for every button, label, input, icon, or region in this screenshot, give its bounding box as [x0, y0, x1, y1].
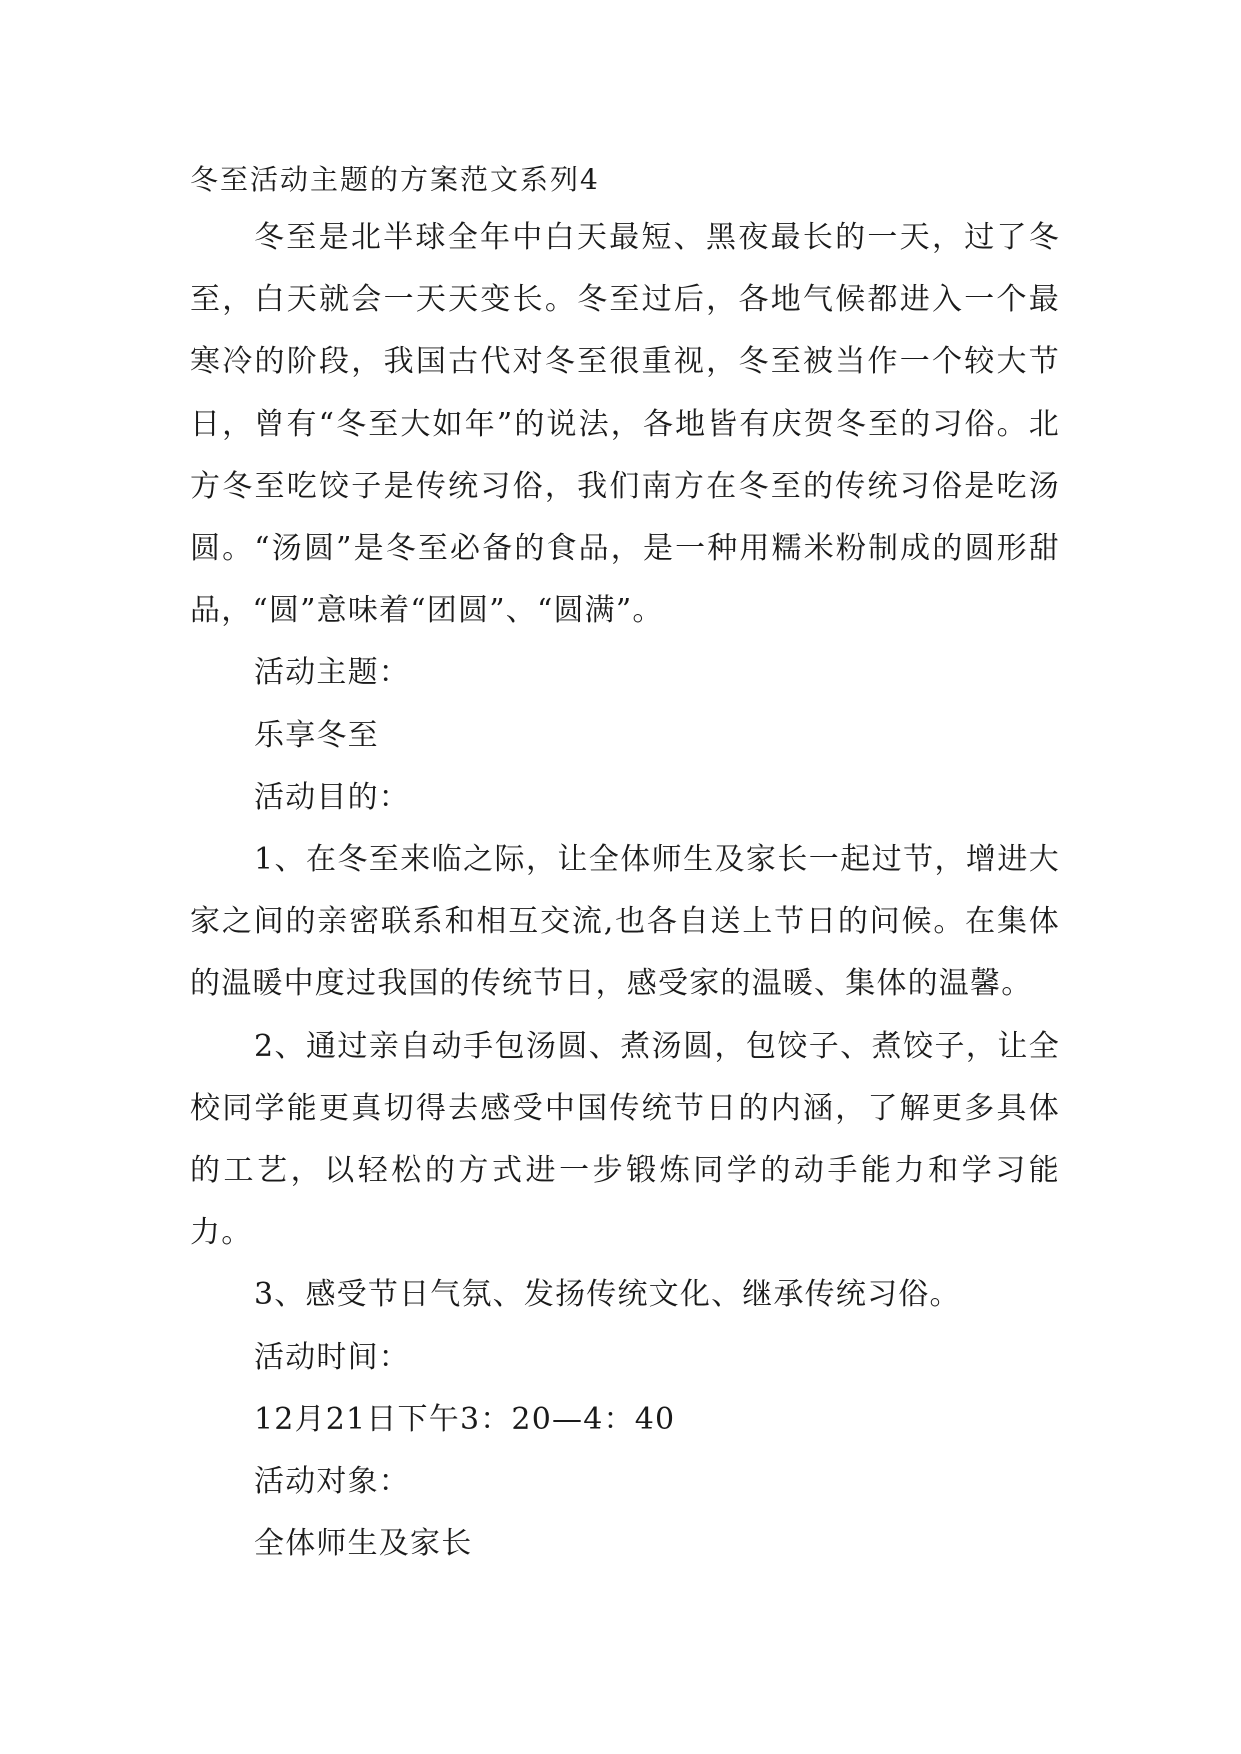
document-page [190, 160, 1060, 1575]
theme-value: 乐享冬至 [254, 717, 379, 753]
audience-value: 全体师生及家长 [254, 1526, 473, 1562]
time-heading: 活动时间： [254, 1339, 410, 1375]
purpose-item-1: 1、在冬至来临之际，让全体师生及家长一起过节，增进大家之间的亲密联系和相互交流,也各自送上节日的问候。在集体的温暖中度过我国的传统节日，感受家的温暖、集体的温馨。 [190, 842, 1060, 1002]
time-value: 12月21日下午3：20—4：40 [254, 1401, 676, 1437]
intro-paragraph: 冬至是北半球全年中白天最短、黑夜最长的一天，过了冬至，白天就会一天天变长。冬至过后，各地气候都进入一个最寒冷的阶段，我国古代对冬至很重视，冬至被当作一个较大节日，曾有“冬至大如年”的说法，各地皆有庆贺冬至的习俗。北方冬至吃饺子是传统习俗，我们南方在冬至的传统习俗是吃汤圆。“汤圆”是冬至必备的食品，是一种用糯米粉制成的圆形甜品，“圆”意味着“团圆”、“圆满”。 [190, 220, 1060, 629]
document-title: 冬至活动主题的方案范文系列4 [190, 163, 600, 196]
theme-heading: 活动主题： [254, 655, 410, 691]
purpose-item-2: 2、通过亲自动手包汤圆、煮汤圆，包饺子、煮饺子，让全校同学能更真切得去感受中国传统节日的内涵，了解更多具体的工艺，以轻松的方式进一步锻炼同学的动手能力和学习能力。 [190, 1028, 1060, 1251]
audience-heading: 活动对象： [254, 1464, 410, 1500]
purpose-item-3: 3、感受节日气氛、发扬传统文化、继承传统习俗。 [254, 1277, 961, 1313]
purpose-heading: 活动目的： [254, 779, 410, 815]
